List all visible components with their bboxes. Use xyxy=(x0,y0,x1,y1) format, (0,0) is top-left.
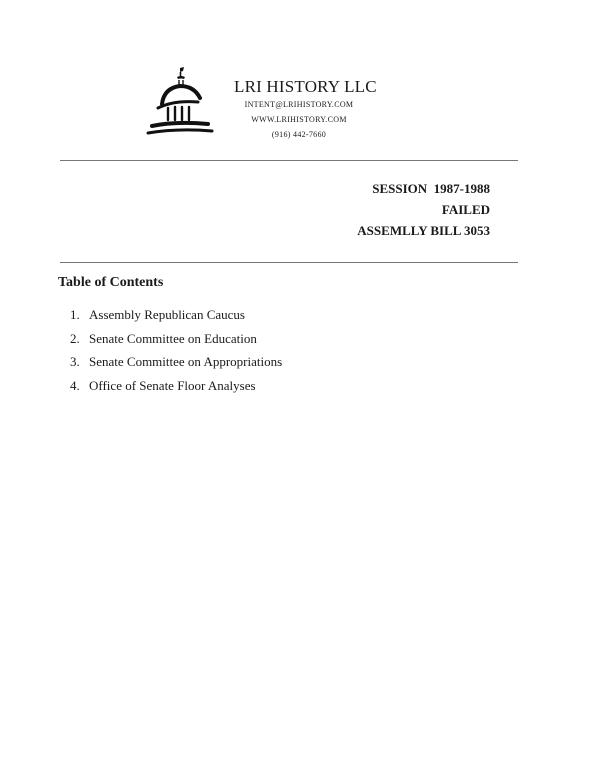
toc-item xyxy=(70,354,282,378)
toc-item xyxy=(70,378,282,402)
session-label: SESSION 1987-1988 xyxy=(372,181,490,196)
toc-item-label: Senate Committee on Appropriations xyxy=(89,354,283,369)
bill-number: ASSEMLLY BILL 3053 xyxy=(357,223,490,238)
capitol-dome-icon xyxy=(144,64,214,138)
toc-heading: Table of Contents xyxy=(58,275,164,290)
toc-item xyxy=(70,307,282,331)
toc-item-label: Office of Senate Floor Analyses xyxy=(89,377,256,393)
toc-item xyxy=(70,331,282,355)
toc-item-number: 1. xyxy=(70,307,80,322)
company-email: INTENT@LRIHISTORY.COM xyxy=(244,100,354,109)
toc-list xyxy=(70,307,282,401)
company-website: WWW.LRIHISTORY.COM xyxy=(251,115,347,124)
toc-item-label: Senate Committee on Education xyxy=(89,330,257,346)
company-phone: (916) 442-7660 xyxy=(271,130,327,139)
toc-item-number: 3. xyxy=(70,354,80,369)
toc-item-label: Assembly Republican Caucus xyxy=(89,307,245,322)
bill-status: FAILED xyxy=(441,202,490,217)
toc-item-number: 2. xyxy=(70,330,80,346)
toc-item-number: 4. xyxy=(70,377,80,393)
company-name: LRI HISTORY LLC xyxy=(234,77,377,96)
bill-info-divider xyxy=(60,262,518,263)
header-divider xyxy=(60,160,518,161)
